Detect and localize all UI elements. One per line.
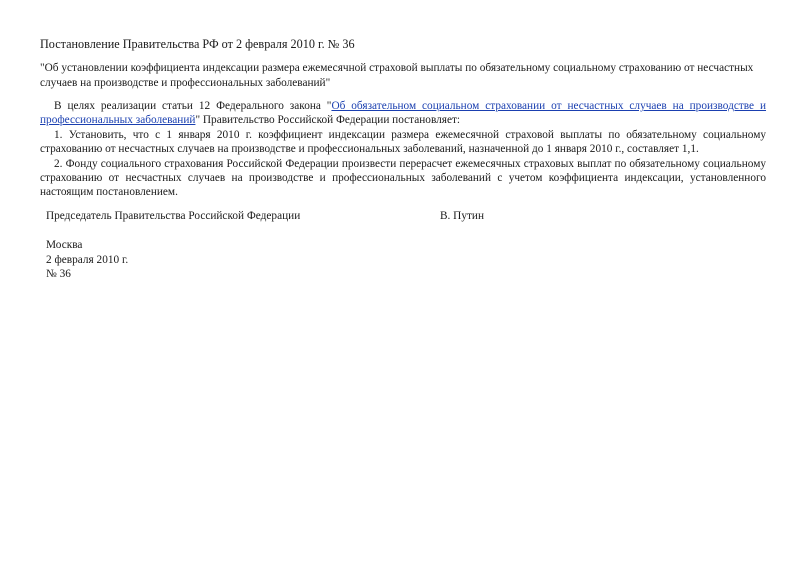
place-date-block: [46, 238, 128, 282]
document-body: [40, 99, 766, 200]
place-city: Москва: [46, 239, 83, 251]
intro-text-before-link: В целях реализации статьи 12 Федерального закона ": [54, 100, 332, 112]
document-subject: "Об установлении коэффициента индексации размера ежемесячной страховой выплаты по обязательному социальному страхованию от несчастных случаев на производстве и профессиональных заболеваний": [40, 62, 754, 89]
document-number: № 36: [46, 268, 71, 280]
place-date: 2 февраля 2010 г.: [46, 253, 129, 266]
paragraph-2: 2. Фонду социального страхования Российской Федерации произвести перерасчет ежемесячных страховых выплат по обязательному социальному страхованию от несчастных случаев на производстве и профессиональных заболеваний с учетом коэффициента индексации, установленного настоящим постановлением.: [40, 157, 766, 199]
paragraph-1: 1. Установить, что с 1 января 2010 г. коэффициент индексации размера ежемесячной страховой выплаты по обязательному социальному страхованию от несчастных случаев на производстве и профессиональных заболеваний, назначенной до 1 января 2010 г., составляет 1,1.: [40, 128, 766, 156]
document-title: Постановление Правительства РФ от 2 февраля 2010 г. № 36: [40, 37, 355, 51]
signatory-position: Председатель Правительства Российской Федерации: [46, 210, 301, 222]
federal-law-link[interactable]: Об обязательном социальном страховании от несчастных случаев на производстве и профессиональных заболеваний: [40, 100, 767, 127]
signature-block: [46, 210, 546, 225]
intro-paragraph: [40, 99, 766, 128]
signatory-name: В. Путин: [440, 210, 485, 222]
intro-text-after-link: " Правительство Российской Федерации постановляет:: [195, 114, 461, 127]
